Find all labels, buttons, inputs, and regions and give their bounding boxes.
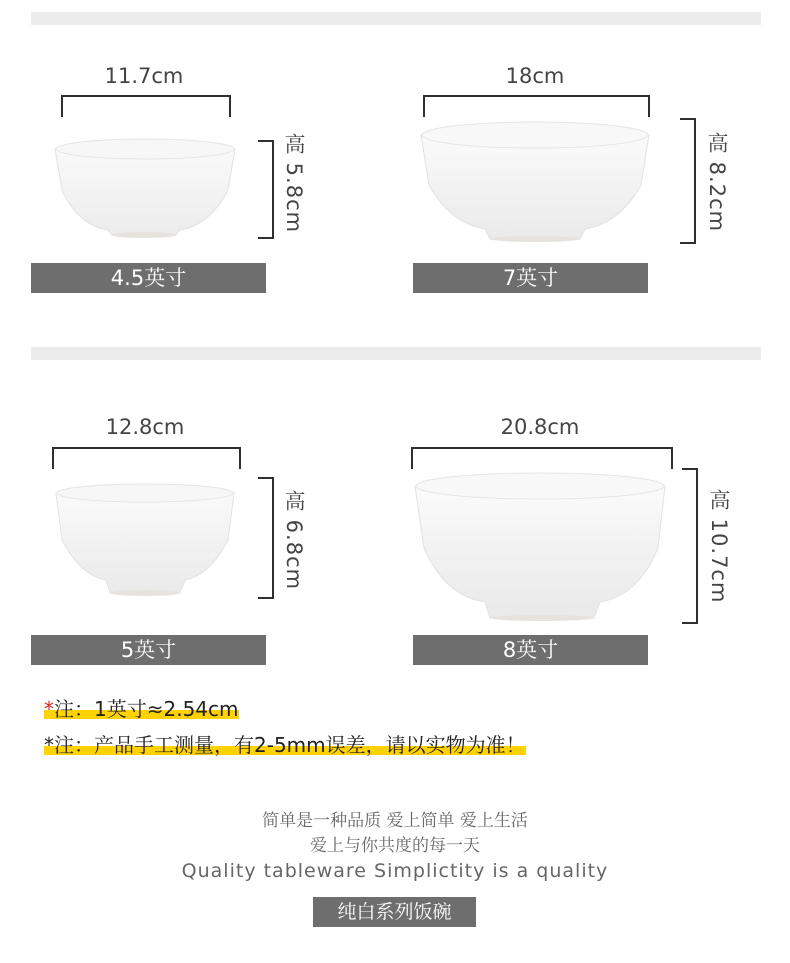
- divider-top: [31, 12, 761, 25]
- bowl-2-width-label: 18cm: [505, 64, 565, 88]
- bowl-1-height-label: 高 5.8cm: [282, 133, 306, 234]
- series-tag: 纯白系列饭碗: [313, 897, 476, 927]
- bowl-4-height-label: 高 10.7cm: [707, 489, 731, 604]
- bowl-2-size-label: 7英寸: [413, 263, 648, 293]
- bowl-3-height-bracket: [258, 477, 274, 599]
- note-measurement-error: [44, 729, 526, 758]
- slogan-line-1: 简单是一种品质 爱上简单 爱上生活: [262, 811, 528, 831]
- bowl-4-size-label: 8英寸: [413, 635, 648, 665]
- bowl-3-height-label: 高 6.8cm: [282, 490, 306, 591]
- bowl-3-size-label: 5英寸: [31, 635, 266, 665]
- slogan-line-2: 爱上与你共度的每一天: [310, 836, 480, 856]
- divider-middle: [31, 347, 761, 360]
- note-inch-text: 注：1英寸≈2.54cm: [54, 697, 239, 721]
- bowl-2-height-bracket: [680, 118, 696, 244]
- bowl-1-width-bracket: [61, 95, 231, 117]
- bowl-2-width-bracket: [423, 95, 650, 117]
- bowl-2-image: [415, 115, 655, 245]
- bowl-3-width-bracket: [52, 447, 241, 469]
- bowl-3-width-label: 12.8cm: [105, 415, 185, 439]
- bowl-4-width-label: 20.8cm: [500, 415, 580, 439]
- bowl-4-image: [410, 468, 670, 623]
- bowl-4-height-bracket: [682, 468, 698, 624]
- bowl-1-image: [50, 135, 240, 245]
- note-star: *: [44, 697, 54, 721]
- bowl-3-image: [50, 480, 240, 600]
- note-inch-conversion: [44, 693, 239, 722]
- bowl-1-height-bracket: [258, 140, 274, 239]
- note-error-text: *注：产品手工测量，有2-5mm误差，请以实物为准！: [44, 733, 526, 757]
- bowl-1-size-label: 4.5英寸: [31, 263, 266, 293]
- bowl-4-width-bracket: [411, 447, 673, 469]
- bowl-1-width-label: 11.7cm: [104, 64, 184, 88]
- slogan-line-3: Quality tableware Simplictity is a quality: [181, 860, 609, 882]
- bowl-2-height-label: 高 8.2cm: [705, 132, 729, 233]
